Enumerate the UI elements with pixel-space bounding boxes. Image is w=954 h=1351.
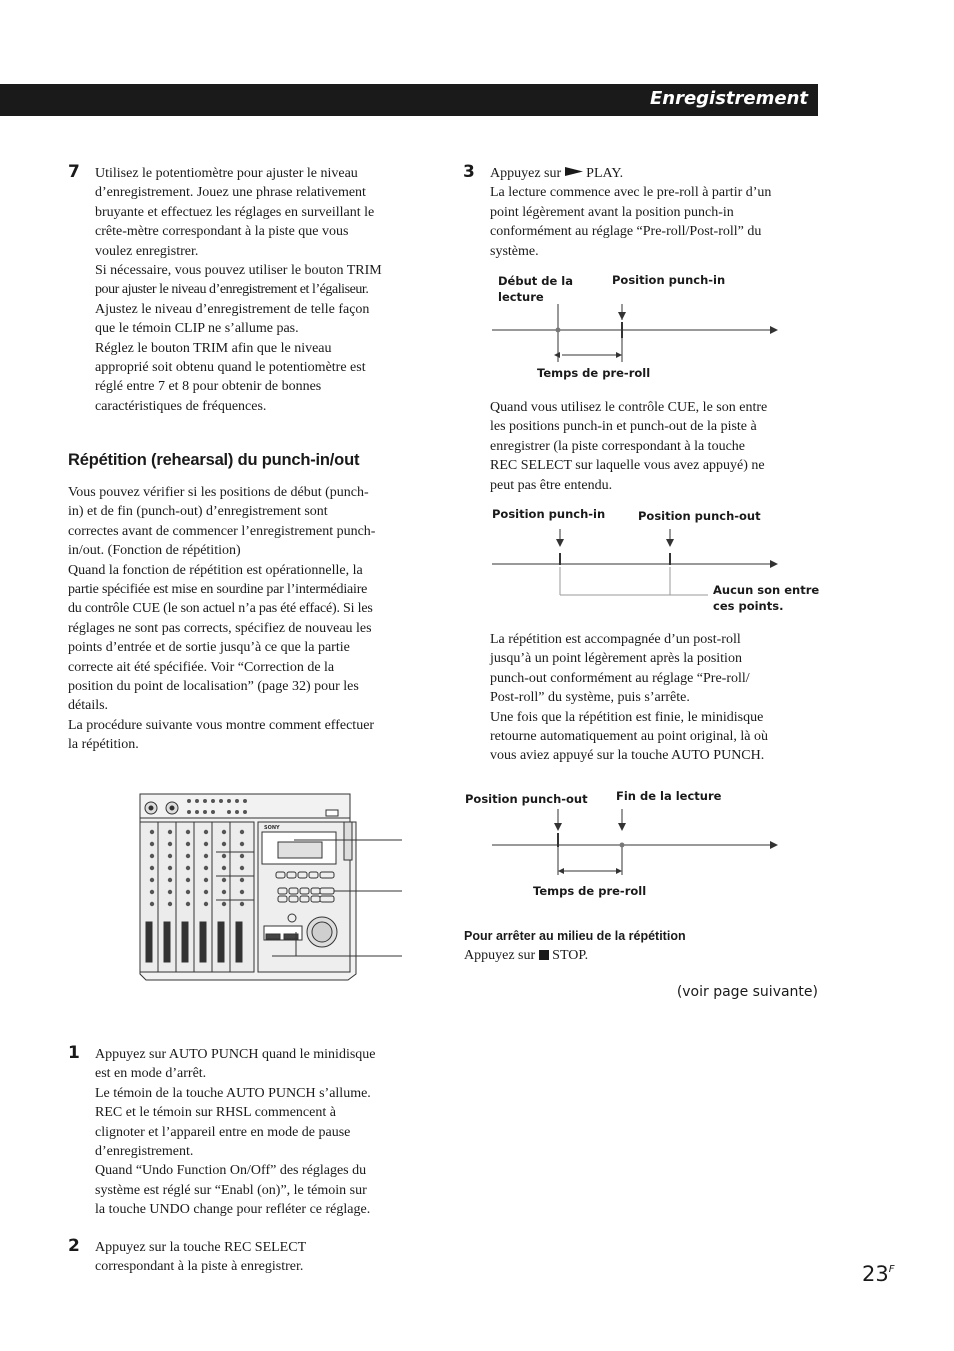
- step-3-suffix: PLAY.: [586, 166, 624, 181]
- text-line: Appuyez sur la touche REC SELECT: [95, 1240, 307, 1255]
- header-banner: [0, 84, 818, 116]
- label-punch-in-2: Position punch-in: [492, 507, 606, 521]
- text-line: partie spécifiée est mise en sourdine par l’intermédiaire: [68, 582, 368, 598]
- text-line: est en mode d’arrêt.: [95, 1066, 207, 1082]
- text-line: la répétition.: [68, 737, 139, 753]
- text-line: crête-mètre correspondant à la piste que vous: [95, 224, 349, 240]
- text-line: Quand “Undo Function On/Off” des réglages du: [95, 1163, 367, 1179]
- text-line: pour ajuster le niveau d’enregistrement et l’égaliseur.: [95, 282, 369, 298]
- text-line: correspondant à la piste à enregistrer.: [95, 1259, 304, 1275]
- text-line: du contrôle CUE (le son actuel n’a pas été effacé). Si les: [68, 601, 373, 617]
- stop-suffix: STOP.: [552, 948, 589, 963]
- stop-heading: Pour arrêter au milieu de la répétition: [464, 929, 686, 943]
- cue-text: [490, 398, 825, 495]
- step-2-text: [95, 1238, 435, 1277]
- step-2-number: 2: [68, 1236, 80, 1256]
- text-line: Une fois que la répétition est finie, le minidisque: [490, 709, 764, 725]
- label-preroll-3: Temps de pre-roll: [533, 884, 647, 898]
- text-line: correctes avant de commencer l’enregistrement punch-: [68, 523, 376, 539]
- text-line: Quand la fonction de répétition est opérationnelle, la: [68, 562, 363, 578]
- label-start-line2: lecture: [498, 290, 544, 304]
- text-line: système.: [490, 243, 539, 259]
- text-line: d’enregistrement. Jouez une phrase relativement: [95, 185, 366, 201]
- text-line: caractéristiques de fréquences.: [95, 398, 267, 414]
- text-line: Vous pouvez vérifier si les positions de début (punch-: [68, 485, 369, 500]
- text-line: REC et le témoin sur RHSL commencent à: [95, 1105, 336, 1121]
- text-line: La lecture commence avec le pre-roll à partir d’un: [490, 185, 772, 201]
- page-number: [862, 1262, 895, 1286]
- label-punch-in: Position punch-in: [612, 273, 726, 287]
- text-line: Ajustez le niveau d’enregistrement de telle façon: [95, 301, 370, 317]
- continued-note: (voir page suivante): [676, 984, 818, 1000]
- label-punch-out: Position punch-out: [638, 509, 761, 523]
- text-line: in/out. (Fonction de répétition): [68, 543, 241, 559]
- text-line: que le témoin CLIP ne s’allume pas.: [95, 321, 299, 337]
- text-line: les positions punch-in et punch-out de la piste à: [490, 419, 757, 435]
- step-3-prefix: Appuyez sur: [490, 166, 562, 181]
- cue-diagram: [490, 525, 790, 600]
- text-line: Quand vous utilisez le contrôle CUE, le son entre: [490, 400, 768, 415]
- text-line: points d’entrée et de sortie jusqu’à ce que la partie: [68, 640, 350, 656]
- text-line: réglages ne sont pas corrects, spécifiez de nouveau les: [68, 620, 372, 636]
- stop-prefix: Appuyez sur: [464, 948, 536, 963]
- text-line: Réglez le bouton TRIM afin que le niveau: [95, 340, 332, 356]
- label-punch-out-3: Position punch-out: [465, 792, 588, 806]
- text-line: position du point de localisation” (page 32) pour les: [68, 679, 359, 695]
- text-line: conformément au réglage “Pre-roll/Post-roll” du: [490, 224, 762, 240]
- text-line: [464, 946, 764, 965]
- text-line: jusqu’à un point légèrement après la position: [490, 651, 742, 667]
- text-line: la touche UNDO change pour refléter ce réglage.: [95, 1202, 371, 1218]
- step-1-number: 1: [68, 1043, 80, 1063]
- text-line: Utilisez le potentiomètre pour ajuster le niveau: [95, 166, 358, 181]
- play-icon: [565, 166, 583, 177]
- preroll-diagram: [490, 300, 790, 370]
- text-line: La procédure suivante vous montre comment effectuer: [68, 717, 375, 733]
- text-line: point légèrement avant la position punch-in: [490, 204, 734, 220]
- text-line: bruyante et effectuez les réglages en surveillant le: [95, 204, 375, 220]
- text-line: La répétition est accompagnée d’un post-roll: [490, 632, 741, 647]
- postroll-diagram: [490, 805, 790, 880]
- page-number-suffix: F: [888, 1264, 895, 1275]
- text-line: REC SELECT sur laquelle vous avez appuyé) ne: [490, 458, 765, 474]
- text-line: Post-roll” du système, puis s’arrête.: [490, 690, 690, 706]
- stop-text: [464, 946, 764, 965]
- text-line: enregistrer (la piste correspondant à la touche: [490, 438, 746, 454]
- text-line: vous aviez appuyé sur la touche AUTO PUNCH.: [490, 748, 765, 764]
- step-3-number: 3: [463, 162, 475, 182]
- postroll-text: [490, 630, 830, 766]
- text-line: détails.: [68, 698, 109, 714]
- text-line: d’enregistrement.: [95, 1144, 194, 1160]
- text-line: correcte ait été spécifiée. Voir “Correction de la: [68, 659, 335, 675]
- label-nosound-line1: Aucun son entre: [713, 583, 820, 597]
- text-line: Le témoin de la touche AUTO PUNCH s’allume.: [95, 1085, 371, 1101]
- step-1-text: [95, 1045, 435, 1220]
- text-line: retourne automatiquement au point original, là où: [490, 729, 768, 745]
- page-number-value: 23: [862, 1262, 889, 1286]
- label-start-line1: Début de la: [498, 274, 574, 288]
- step-3-text: [490, 164, 825, 261]
- text-line: approprié soit obtenu quand le potentiomètre est: [95, 360, 366, 376]
- text-line: réglé entre 7 et 8 pour obtenir de bonnes: [95, 379, 322, 395]
- label-end-playback: Fin de la lecture: [616, 789, 722, 803]
- step-7-text: [95, 164, 440, 416]
- text-line: voulez enregistrer.: [95, 243, 199, 259]
- text-line: Appuyez sur AUTO PUNCH quand le minidisque: [95, 1047, 376, 1062]
- section-heading: Répétition (rehearsal) du punch-in/out: [68, 451, 360, 469]
- text-line: Si nécessaire, vous pouvez utiliser le bouton TRIM: [95, 263, 382, 279]
- text-line: peut pas être entendu.: [490, 477, 613, 493]
- label-nosound-line2: ces points.: [713, 599, 784, 613]
- text-line: [490, 164, 825, 183]
- text-line: punch-out conformément au réglage “Pre-roll/: [490, 670, 750, 686]
- step-7-number: 7: [68, 162, 80, 182]
- section-title: Enregistrement: [649, 88, 808, 109]
- section-body: [68, 483, 438, 755]
- text-line: in) et de fin (punch-out) d’enregistrement sont: [68, 504, 328, 520]
- text-line: clignoter et l’appareil entre en mode de pause: [95, 1124, 351, 1140]
- mixer-brand: SONY: [264, 825, 280, 831]
- label-preroll: Temps de pre-roll: [537, 366, 651, 380]
- stop-icon: [539, 950, 549, 960]
- mixer-illustration: [138, 792, 404, 984]
- text-line: système est réglé sur “Enabl (on)”, le témoin sur: [95, 1182, 367, 1198]
